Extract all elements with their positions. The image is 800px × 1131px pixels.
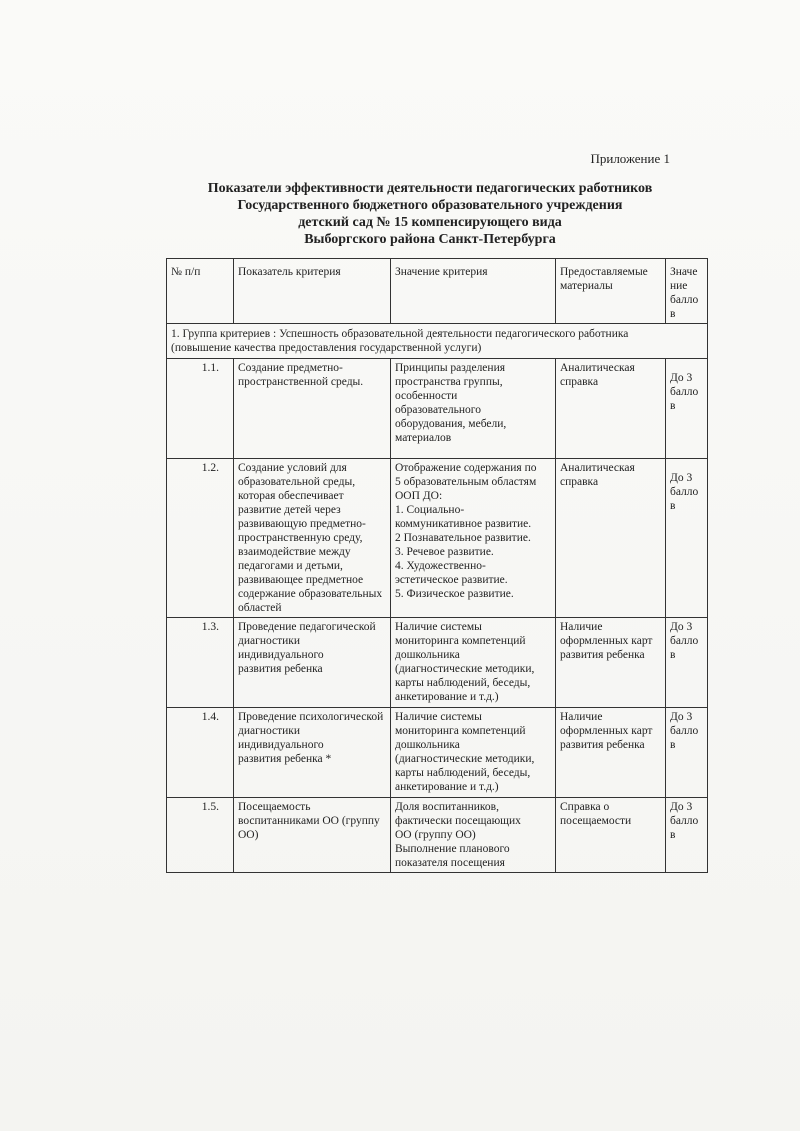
row-indicator: Проведение педагогической диагностики индивидуального развития ребенка bbox=[234, 618, 391, 708]
row-value: Доля воспитанников, фактически посещающих ОО (группу ОО) Выполнение планового показателя посещения bbox=[391, 798, 556, 873]
row-indicator: Создание предметно- пространственной среды. bbox=[234, 359, 391, 459]
row-number: 1.2. bbox=[167, 459, 234, 618]
row-indicator: Посещаемость воспитанниками ОО (группу ОО) bbox=[234, 798, 391, 873]
row-indicator: Создание условий для образовательной среды, которая обеспечивает развитие детей через развивающую предметно- пространственную среду, взаимодействие между педагогами и детьми, развивающее предметное содержание образовательных областей bbox=[234, 459, 391, 618]
row-score: До 3 балло в bbox=[666, 359, 708, 459]
header-num: № п/п bbox=[167, 259, 234, 324]
table-row bbox=[167, 359, 708, 459]
title-line: Показатели эффективности деятельности педагогических работников bbox=[207, 181, 653, 196]
row-materials: Справка о посещаемости bbox=[556, 798, 666, 873]
row-value: Принципы разделения пространства группы, особенности образовательного оборудования, мебели, материалов bbox=[391, 359, 556, 459]
row-score: До 3 балло в bbox=[666, 708, 708, 798]
document-title bbox=[150, 180, 710, 248]
header-materials: Предоставляемые материалы bbox=[556, 259, 666, 324]
row-number: 1.5. bbox=[167, 798, 234, 873]
row-materials: Наличие оформленных карт развития ребенка bbox=[556, 618, 666, 708]
row-number: 1.3. bbox=[167, 618, 234, 708]
row-indicator: Проведение психологической диагностики индивидуального развития ребенка * bbox=[234, 708, 391, 798]
table-row bbox=[167, 708, 708, 798]
row-materials: Аналитическая справка bbox=[556, 459, 666, 618]
row-score: До 3 балло в bbox=[666, 798, 708, 873]
criteria-table bbox=[166, 258, 708, 873]
row-materials: Аналитическая справка bbox=[556, 359, 666, 459]
table-row bbox=[167, 618, 708, 708]
row-number: 1.1. bbox=[167, 359, 234, 459]
row-score: До 3 балло в bbox=[666, 618, 708, 708]
row-number: 1.4. bbox=[167, 708, 234, 798]
title-line: Государственного бюджетного образовательного учреждения bbox=[237, 198, 623, 213]
header-score: Значе ние балло в bbox=[666, 259, 708, 324]
header-indicator: Показатель критерия bbox=[234, 259, 391, 324]
group-row bbox=[167, 324, 708, 359]
row-value: Наличие системы мониторинга компетенций дошкольника (диагностические методики, карты наблюдений, беседы, анкетирование и т.д.) bbox=[391, 708, 556, 798]
row-score: До 3 балло в bbox=[666, 459, 708, 618]
row-materials: Наличие оформленных карт развития ребенка bbox=[556, 708, 666, 798]
table-row bbox=[167, 798, 708, 873]
row-value: Наличие системы мониторинга компетенций дошкольника (диагностические методики, карты наблюдений, беседы, анкетирование и т.д.) bbox=[391, 618, 556, 708]
appendix-label: Приложение 1 bbox=[590, 151, 670, 166]
group-title: 1. Группа критериев : Успешность образовательной деятельности педагогического работника (повышение качества предоставления государственной услуги) bbox=[167, 324, 708, 359]
title-line: Выборгского района Санкт-Петербурга bbox=[304, 232, 556, 247]
header-value: Значение критерия bbox=[391, 259, 556, 324]
title-line: детский сад № 15 компенсирующего вида bbox=[298, 215, 562, 230]
table-header-row bbox=[167, 259, 708, 324]
row-value: Отображение содержания по 5 образовательным областям ООП ДО: 1. Социально- коммуникативное развитие. 2 Познавательное развитие. 3. Речевое развитие. 4. Художественно- эстетическое развитие. 5. Физическое развитие. bbox=[391, 459, 556, 618]
table-row bbox=[167, 459, 708, 618]
